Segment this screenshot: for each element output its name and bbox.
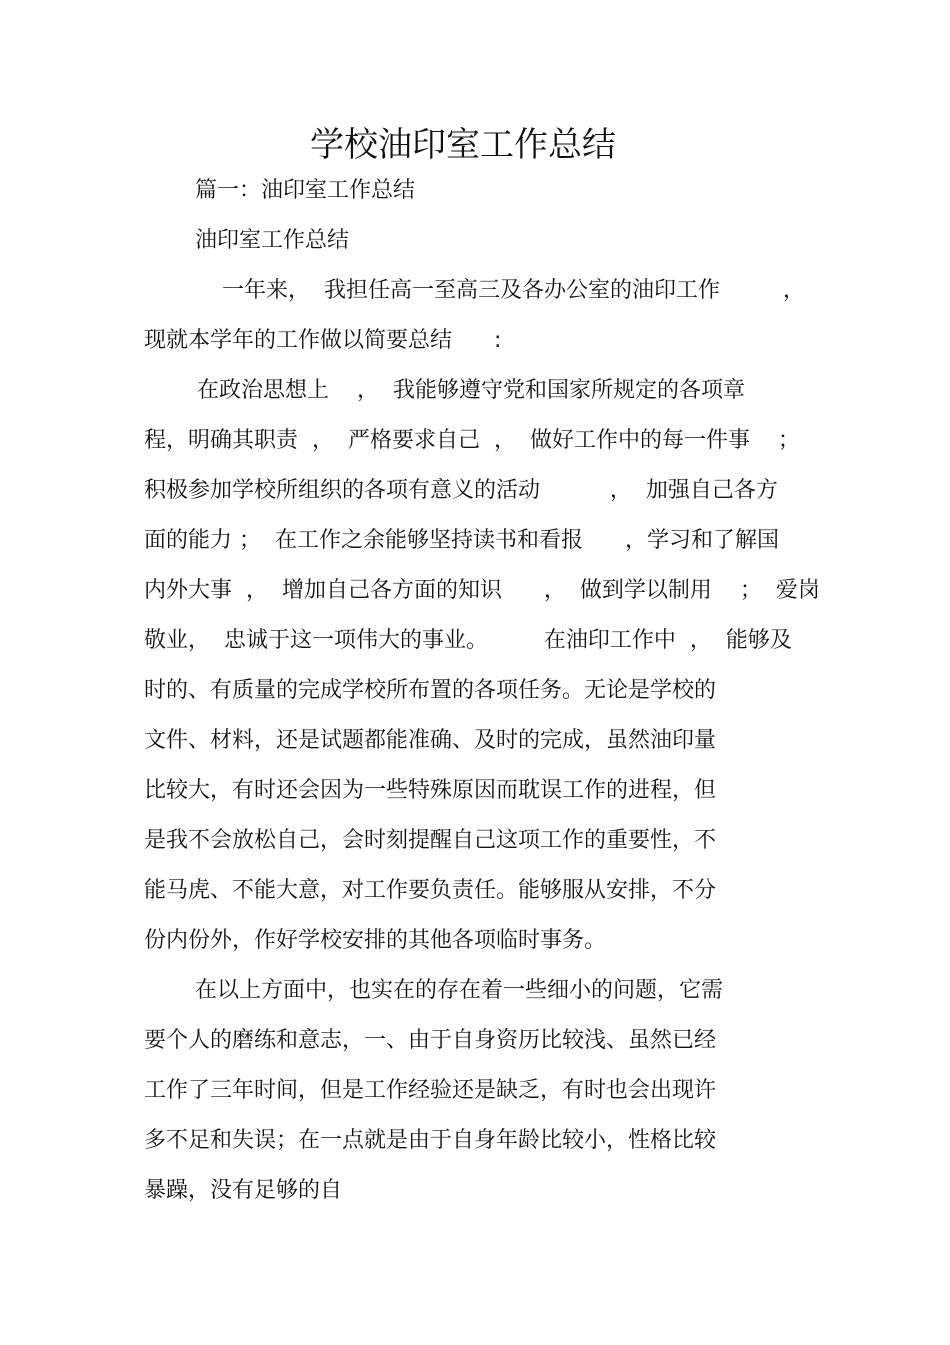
- paragraph-line: 能马虎、不能大意，对工作要负责任。能够服从安排，不分: [144, 878, 717, 903]
- paragraph-line: 在以上方面中，也实在的存在着一些细小的问题，它需: [195, 978, 724, 1003]
- subsection-heading: 油印室工作总结: [195, 228, 350, 253]
- paragraph-line: 份内份外，作好学校安排的其他各项临时事务。: [144, 928, 607, 953]
- paragraph-line: 面的能力 ； 在工作之余能够坚持读书和看报 ，学习和了解国: [144, 528, 779, 553]
- paragraph-line: 现就本学年的工作做以简要总结 :: [144, 328, 502, 353]
- paragraph-line: 积极参加学校所组织的各项有意义的活动 ， 加强自己各方: [144, 478, 778, 503]
- paragraph-line: 暴躁，没有足够的自: [144, 1178, 343, 1203]
- paragraph-line: 敬业， 忠诚于这一项伟大的事业。 在油印工作中 ， 能够及: [144, 628, 792, 653]
- paragraph-line: 工作了三年时间，但是工作经验还是缺乏，有时也会出现许: [144, 1078, 717, 1103]
- paragraph-line: 内外大事 ， 增加自己各方面的知识 ， 做到学以制用 ； 爱岗: [144, 578, 820, 603]
- paragraph-line: 比较大，有时还会因为一些特殊原因而耽误工作的进程，但: [144, 778, 717, 803]
- paragraph-line: 文件、材料，还是试题都能准确、及时的完成，虽然油印量: [144, 728, 717, 753]
- section-heading: 篇一：油印室工作总结: [195, 178, 416, 203]
- document-title: 学校油印室工作总结: [310, 125, 616, 165]
- paragraph-line: 一年来， 我担任高一至高三及各办公室的油印工作 ，: [222, 278, 805, 303]
- paragraph-line: 多不足和失误；在一点就是由于自身年龄比较小，性格比较: [144, 1128, 717, 1153]
- paragraph-line: 时的、有质量的完成学校所布置的各项任务。无论是学校的: [144, 678, 717, 703]
- paragraph-line: 要个人的磨练和意志，一、由于自身资历比较浅、虽然已经: [144, 1028, 717, 1053]
- paragraph-line: 在政治思想上 ， 我能够遵守党和国家所规定的各项章: [197, 378, 745, 403]
- paragraph-line: 是我不会放松自己，会时刻提醒自己这项工作的重要性，不: [144, 828, 717, 853]
- paragraph-line: 程，明确其职责 ， 严格要求自己 ， 做好工作中的每一件事 ；: [144, 428, 800, 453]
